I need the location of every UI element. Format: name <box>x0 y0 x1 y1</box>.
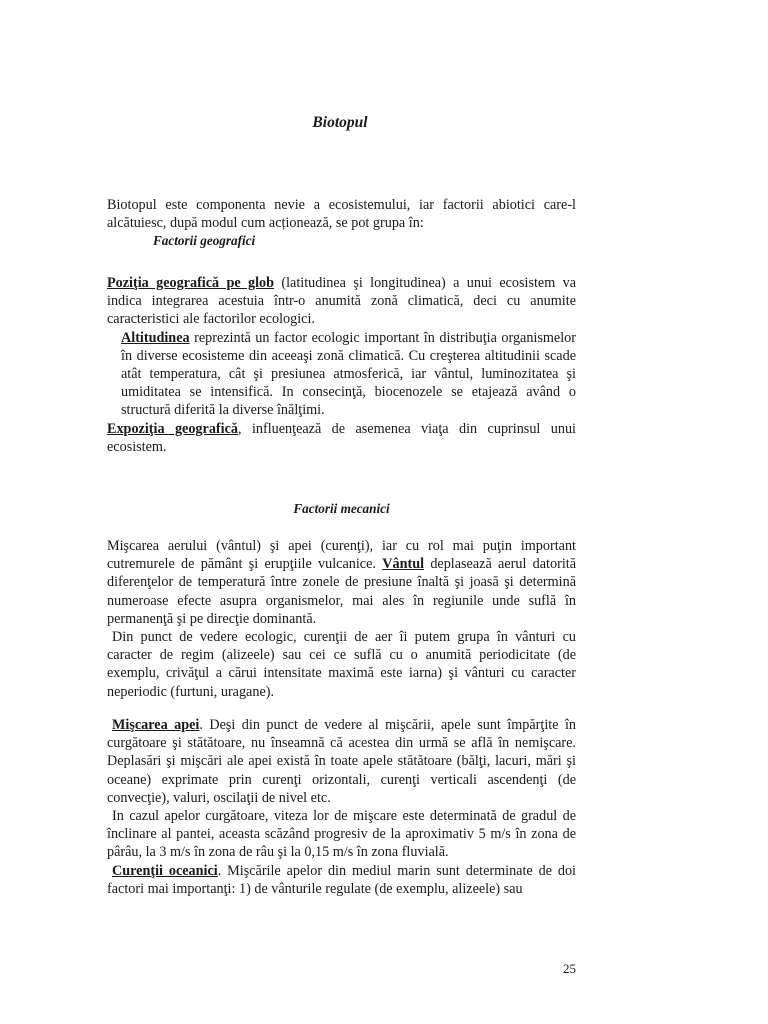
text-altitude: reprezintă un factor ecologic important în distribuţia organismelor în diverse ecosisteme din aceeaşi zonă climatică. Cu creşterea altitudinii scade atât temperatura, cât şi presiunea atmosferică, iar vântul, luminozitatea şi umiditatea se intensifică. In consecinţă, biocenozele se etajează având o structură diferită la diverse înălţimi. <box>121 329 576 419</box>
text-water: . Deşi din punct de vedere al mişcării, apele sunt împărţite în curgătoare şi stătătoare, nu înseamnă că acestea din urmă se află în nemişcare. Deplasări şi mişcări ale apei există în toate apele stătătoare (bălţi, lacuri, mări şi oceane) exprimate prin curenţi orizontali, curenţi verticali ascendenţi (de convecţie), valuri, oscilaţii de nivel etc. <box>107 717 576 806</box>
text-wind-b: deplasează aerul datorită diferenţelor de temperatură între zonele de presiune înaltă şi joasă şi determină numeroase efecte asupra organismelor, mai ales în regiunile unde suflă în permanenţă şi pe direcţie dominantă. <box>107 556 576 627</box>
text-wind-a: Mişcarea aerului (vântul) şi apei (curenţi), iar cu rol mai puţin important cutremurele de pământ şi erupţiile vulcanice. <box>107 538 576 573</box>
term-exposure: Expoziţia geografică <box>107 420 238 437</box>
term-position: Poziţia geografică pe glob <box>107 275 275 291</box>
text-ocean-currents: . Mişcările apelor din mediul marin sunt determinate de doi factori mai importanţi: 1) de vânturile regulate (de exemplu, alizeele) sau <box>107 862 576 897</box>
page-number: 25 <box>563 961 576 976</box>
term-wind: Vântul <box>382 556 425 573</box>
term-water: Mişcarea apei <box>112 717 200 733</box>
mechanical-section <box>107 537 576 701</box>
paragraph-flowing-water: In cazul apelor curgătoare, viteza lor de mişcare este determinată de gradul de înclinare al pantei, aceasta scăzând progresiv de la aproximativ 5 m/s în zona de pârâu, la 3 m/s în zona de râu şi la 0,15 m/s în zona fluvială. <box>107 808 576 861</box>
intro-section <box>107 196 576 251</box>
intro-paragraph: Biotopul este componenta nevie a ecosistemului, iar factorii abiotici care-l alcătuiesc, după modul cum acționează, se pot grupa în: <box>107 197 576 232</box>
paragraph-ocean-currents <box>107 862 576 898</box>
section-heading-geographic: Factorii geografici <box>153 233 256 249</box>
paragraph-exposure <box>107 420 576 456</box>
paragraph-wind <box>107 537 576 628</box>
paragraph-position <box>107 274 576 329</box>
page-title: Biotopul <box>312 114 368 131</box>
term-ocean-currents: Curenţii oceanici <box>112 862 218 879</box>
text-position: (latitudinea şi longitudinea) a unui ecosistem va indica integrarea acestuia într-o anumită zonă climatică, deci cu anumite caracteristici ale factorilor ecologici. <box>107 275 577 328</box>
section-heading-mechanical: Factorii mecanici <box>293 501 390 516</box>
water-section <box>107 716 576 898</box>
mechanical-heading-wrap <box>107 500 576 518</box>
text-exposure: , influenţează de asemenea viaţa din cuprinsul unui ecosistem. <box>107 420 576 455</box>
paragraph-air-currents: Din punct de vedere ecologic, curenţii de aer îi putem grupa în vânturi cu caracter de regim (alizeele) sau cei ce suflă cu o anumită periodicitate (de exemplu, crivăţul a cărui intensitate maximă este iarna) şi vânturi cu caracter neperiodic (furtuni, uragane). <box>107 629 576 700</box>
term-altitude: Altitudinea <box>121 329 190 346</box>
paragraph-altitude <box>107 329 576 420</box>
geographic-section <box>107 274 576 456</box>
paragraph-water <box>107 716 576 807</box>
